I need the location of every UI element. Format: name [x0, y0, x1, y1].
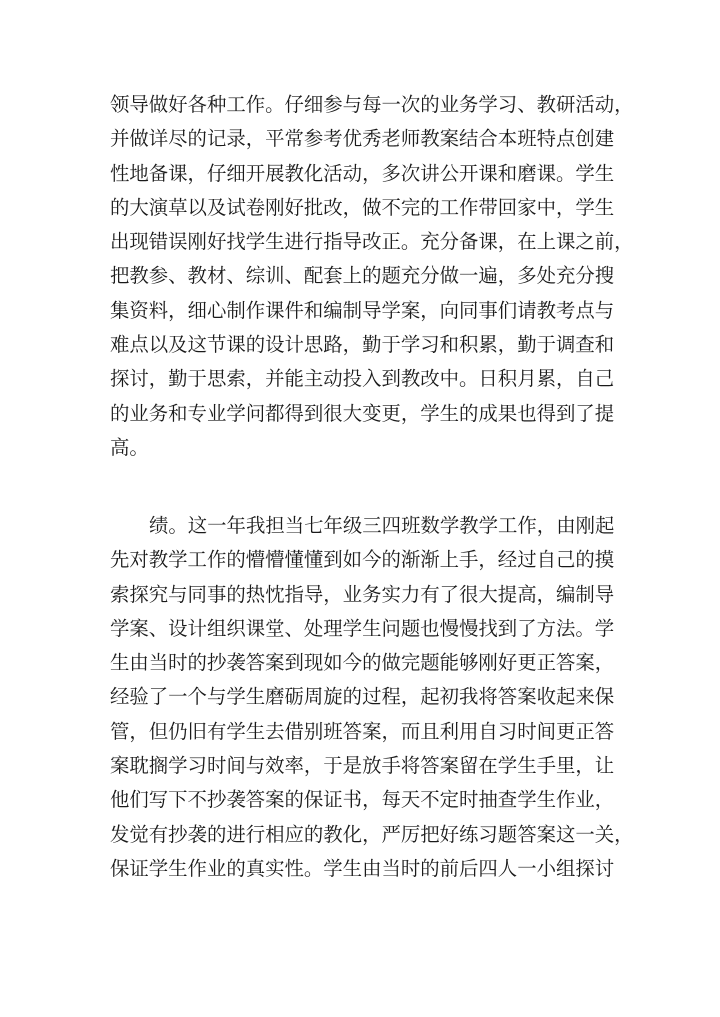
paragraph-2: [110, 509, 634, 886]
paragraph-1: [110, 88, 634, 465]
text-line: 领导做好各种工作。仔细参与每一次的业务学习、教研活动，: [110, 93, 634, 116]
text-line: 难点以及这节课的设计思路，勤于学习和积累，勤于调查和: [110, 333, 615, 357]
text-line: 并做详尽的记录，平常参考优秀老师教案结合本班特点创建: [110, 127, 615, 151]
text-line: 把教参、教材、综训、配套上的题充分做一遍，多处充分搜: [110, 264, 615, 288]
text-line: 管，但仍旧有学生去借别班答案，而且利用自习时间更正答: [110, 719, 615, 743]
text-line: 高。: [110, 435, 149, 459]
text-line: 探讨，勤于思索，并能主动投入到教改中。日积月累，自己: [110, 367, 615, 391]
text-line: 的业务和专业学问都得到很大变更，学生的成果也得到了提: [110, 401, 615, 425]
text-line: 保证学生作业的真实性。学生由当时的前后四人一小组探讨: [110, 856, 615, 880]
text-line: 发觉有抄袭的进行相应的教化，严厉把好练习题答案这一关，: [110, 822, 634, 846]
text-line: 学案、设计组织课堂、处理学生问题也慢慢找到了方法。学: [110, 616, 615, 640]
text-line: 他们写下不抄袭答案的保证书，每天不定时抽查学生作业，: [110, 788, 615, 812]
text-line: 索探究与同事的热忱指导，业务实力有了很大提高，编制导: [110, 582, 615, 606]
text-line: 经验了一个与学生磨砺周旋的过程，起初我将答案收起来保: [110, 685, 615, 709]
text-line: 集资料，细心制作课件和编制导学案，向同事们请教考点与: [110, 298, 615, 322]
text-line: 性地备课，仔细开展教化活动，多次讲公开课和磨课。学生: [110, 161, 615, 185]
text-line: 的大演草以及试卷刚好批改，做不完的工作带回家中，学生: [110, 195, 615, 219]
text-line: 案耽搁学习时间与效率，于是放手将答案留在学生手里，让: [110, 754, 615, 778]
text-line: 先对教学工作的懵懵懂懂到如今的渐渐上手，经过自己的摸: [110, 548, 615, 572]
text-line: 出现错误刚好找学生进行指导改正。充分备课，在上课之前，: [110, 230, 634, 254]
text-line-indented: 绩。这一年我担当七年级三四班数学教学工作，由刚起: [149, 514, 615, 537]
text-line: 生由当时的抄袭答案到现如今的做完题能够刚好更正答案，: [110, 651, 615, 675]
